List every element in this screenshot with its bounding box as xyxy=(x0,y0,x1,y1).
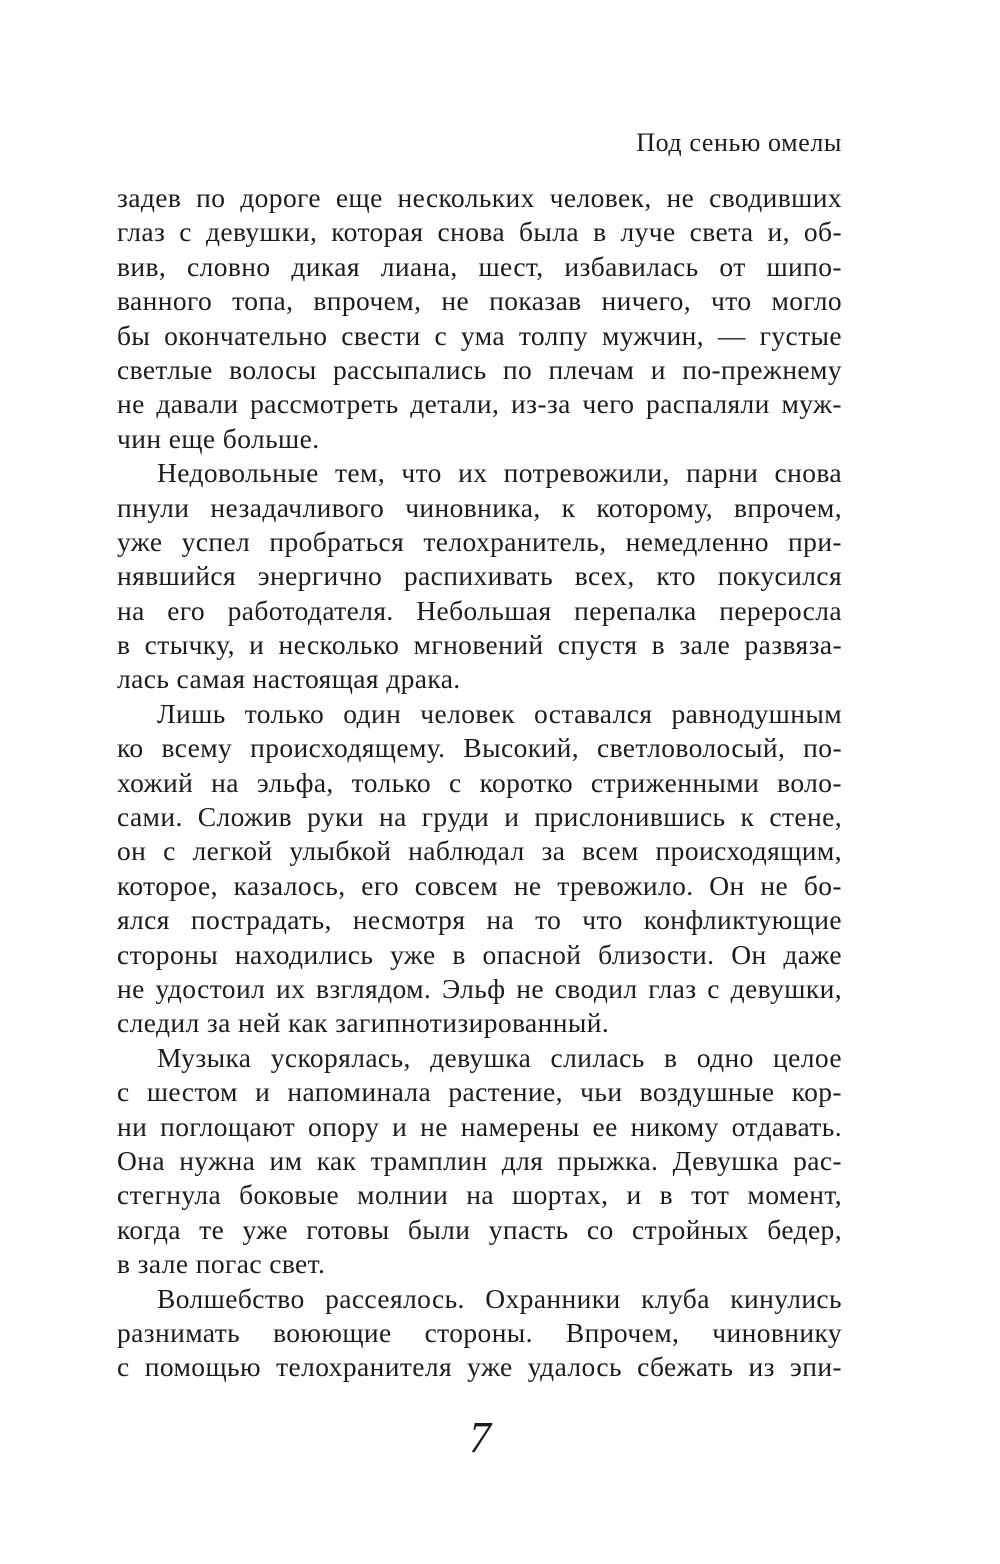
text-line: светлые волосы рассыпались по плечам и по-прежнему xyxy=(117,353,842,385)
text-line: бы окончательно свести с ума толпу мужчин, — густые xyxy=(117,319,842,351)
text-line: пнули незадачливого чиновника, к которому, впрочем, xyxy=(117,491,842,523)
text-line: с шестом и напоминала растение, чьи воздушные кор- xyxy=(117,1076,842,1108)
text-line: хожий на эльфа, только с коротко стриженными воло- xyxy=(117,766,842,798)
text-line: чин еще больше. xyxy=(117,422,320,454)
text-line: Она нужна им как трамплин для прыжка. Девушка рас- xyxy=(117,1144,842,1176)
text-line: уже успел пробраться телохранитель, немедленно при- xyxy=(117,525,842,557)
body-text xyxy=(117,181,842,1385)
text-line: глаз с девушки, которая снова была в луче света и, об- xyxy=(117,216,842,248)
text-line: в зале погас свет. xyxy=(117,1248,326,1280)
text-line: задев по дороге еще нескольких человек, не сводивших xyxy=(117,182,842,213)
page-number: 7 xyxy=(469,1413,491,1462)
text-line: ни поглощают опору и не намерены ее никому отдавать. xyxy=(117,1110,842,1142)
text-line: на его работодателя. Небольшая перепалка переросла xyxy=(117,594,842,626)
text-line: ко всему происходящему. Высокий, светловолосый, по- xyxy=(117,732,842,764)
text-line: стороны находились уже в опасной близости. Он даже xyxy=(117,938,842,970)
text-line: Лишь только один человек оставался равнодушным xyxy=(157,697,842,729)
text-line: вив, словно дикая лиана, шест, избавилась от шипо- xyxy=(117,250,842,282)
text-line: Музыка ускорялась, девушка слилась в одно целое xyxy=(157,1041,842,1073)
text-line: которое, казалось, его совсем не тревожило. Он не бо- xyxy=(117,869,842,901)
text-line: стегнула боковые молнии на шортах, и в тот момент, xyxy=(117,1179,842,1211)
text-line: не давали рассмотреть детали, из-за чего распаляли муж- xyxy=(117,388,842,420)
running-head: Под сенью омелы xyxy=(636,128,842,157)
text-line: нявшийся энергично распихивать всех, кто покусился xyxy=(117,560,842,592)
text-line: когда те уже готовы были упасть со стройных бедер, xyxy=(117,1213,842,1245)
text-line: разнимать воюющие стороны. Впрочем, чиновнику xyxy=(117,1316,842,1348)
text-line: сами. Сложив руки на груди и прислонившись к стене, xyxy=(117,801,842,833)
text-line: Волшебство рассеялось. Охранники клуба кинулись xyxy=(157,1282,842,1314)
text-line: ялся пострадать, несмотря на то что конфликтующие xyxy=(117,904,842,936)
text-line: Недовольные тем, что их потревожили, парни снова xyxy=(157,457,842,489)
text-line: с помощью телохранителя уже удалось сбежать из эпи- xyxy=(117,1351,842,1383)
text-line: в стычку, и несколько мгновений спустя в зале развяза- xyxy=(117,629,842,661)
text-line: следил за ней как загипнотизированный. xyxy=(117,1007,610,1039)
text-line: он с легкой улыбкой наблюдал за всем происходящим, xyxy=(117,835,842,867)
text-line: не удостоил их взглядом. Эльф не сводил глаз с девушки, xyxy=(117,972,842,1004)
text-line: ванного топа, впрочем, не показав ничего, что могло xyxy=(117,285,842,317)
text-line: лась самая настоящая драка. xyxy=(117,663,461,695)
